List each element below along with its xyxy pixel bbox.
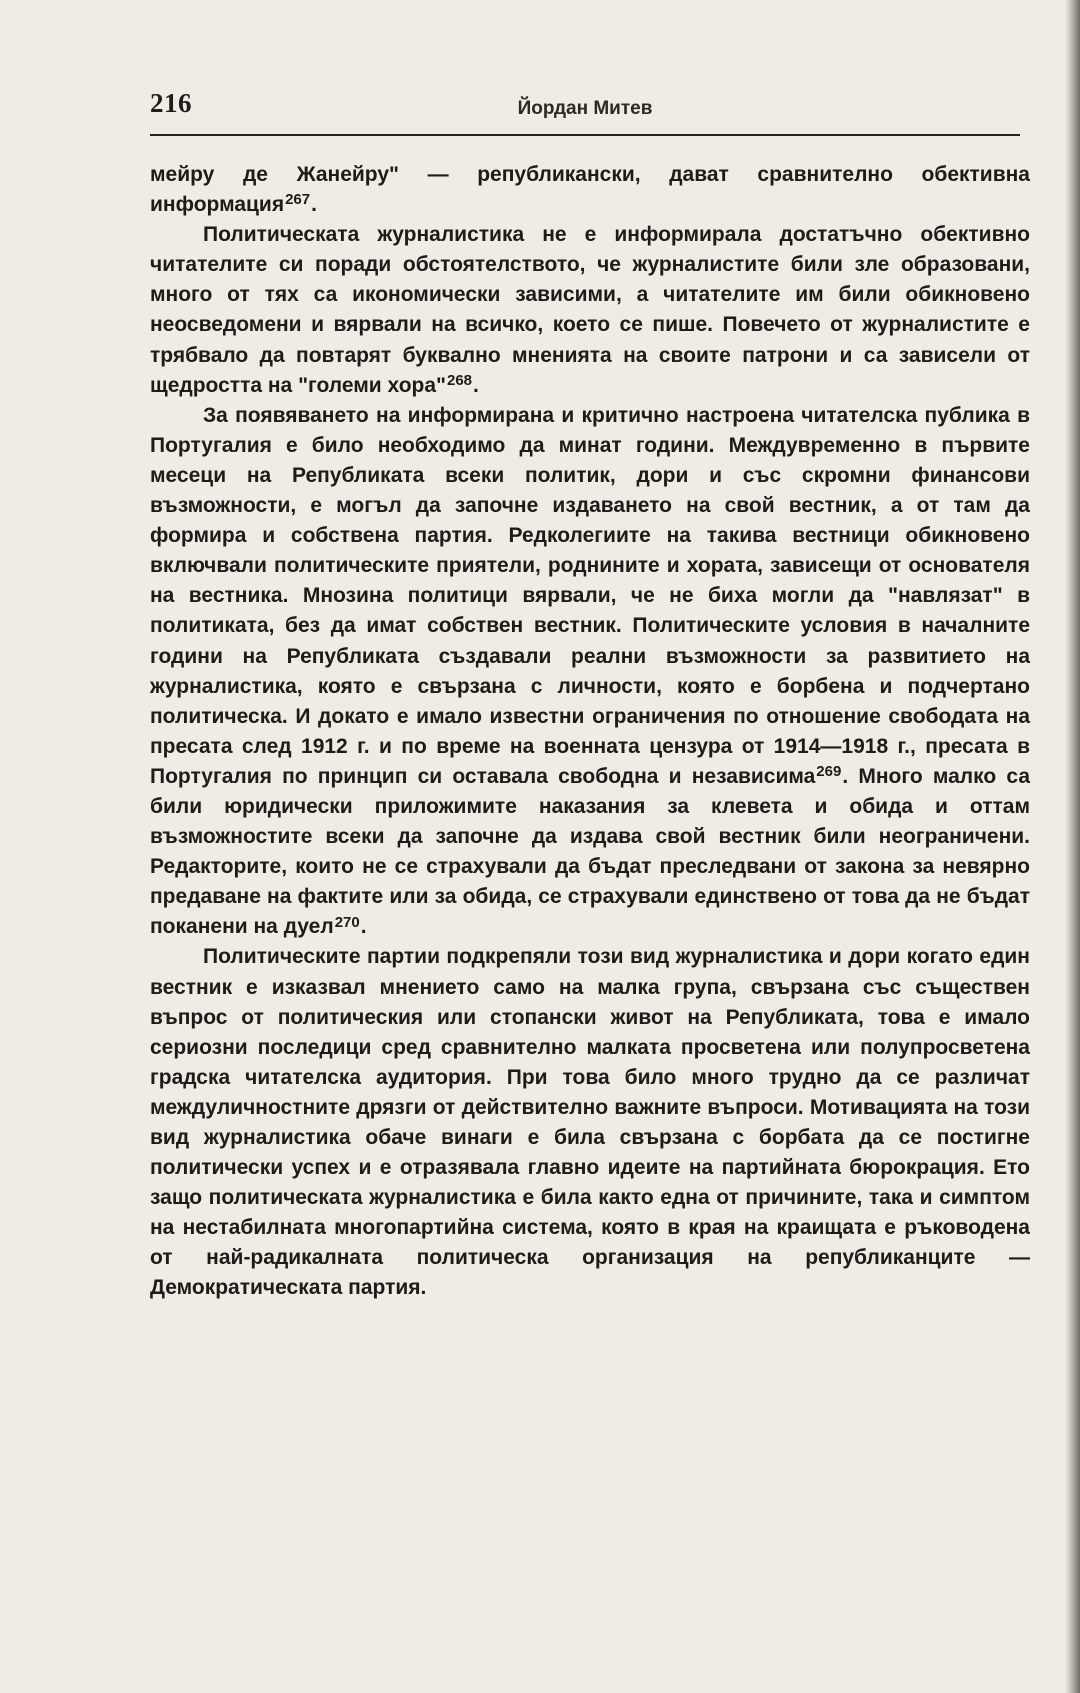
footnote-marker: 267 — [285, 191, 311, 209]
paragraph — [150, 160, 1030, 220]
body-text — [150, 160, 1030, 1304]
running-head — [150, 88, 1020, 134]
footnote-marker: 269 — [816, 763, 842, 781]
header-rule — [150, 134, 1020, 136]
paragraph-text: . — [473, 373, 479, 397]
page-number: 216 — [150, 88, 192, 118]
paragraph-text: . Много малко са били юридически приложимите наказания за клевета и обида и оттам възможностите всеки да започне да издава свой вестник били неограничени. Редакторите, които не се страхували да бъдат преследвани от закона за невярно предаване на фактите или за обида, се страхували единствено от това да не бъдат поканени на дуел — [150, 764, 1030, 939]
footnote-marker: 268 — [447, 371, 473, 389]
paragraph-text: мейру де Жанейру" — републикански, дават сравнително обективна информация — [150, 163, 1030, 217]
paragraph-text: Политическите партии подкрепяли този вид журналистика и дори когато един вестник е изказвал мнението само на малка група, свързана със съществен въпрос от политическия или стопански живот на Републиката, това е имало сериозни последици сред сравнително малката просветена или полупросветена градска читателска аудитория. При това било много трудно да се различат междуличностните дрязги от действително важните въпроси. Мотивацията на този вид журналистика обаче винаги е била свързана с борбата да се постигне политически успех и е отразявала главно идеите на партийната бюрокрация. Ето защо политическата журналистика е била както една от причините, така и симптом на нестабилната многопартийна система, която в края на краищата е ръководена от най-радикалната политическа организация на републиканците — Демократическата партия. — [150, 945, 1030, 1300]
running-title: Йордан Митев — [517, 98, 653, 119]
paragraph-text: . — [360, 915, 367, 939]
paragraph-text: За появяването на информирана и критично настроена читателска публика в Португалия е било необходимо да минат години. Междувременно в първите месеци на Републиката всеки политик, дори и със скромни финансови възможности, е могъл да започне издаването на свой вестник, а от там да формира и собствена партия. Редколегиите на такива вестници обикновено включвали политическите приятели, роднините и хората, зависещи от основателя на вестника. Мнозина политици вярвали, че не биха могли да "навлязат" в политиката, без да имат собствен вестник. Политическите условия в началните години на Републиката създавали реални възможности за развитието на журналистика, която е свързана с личности, която е борбена и подчертано политическа. И докато е имало известни ограничения по отношение свободата на пресата след 1912 г. и по време на военната цензура от 1914—1918 г., пресата в Португалия по принцип си оставала свободна и независима — [150, 403, 1030, 788]
footnote-marker: 270 — [334, 913, 360, 931]
paragraph-text: Политическата журналистика не е информирала достатъчно обективно читателите си поради обстоятелството, че журналистите били зле образовани, много от тях са икономически зависими, а читателите им били обикновено неосведомени и вярвали на всичко, което се пише. Повечето от журналистите е трябвало да повтарят буквално мненията на своите патрони и са зависели от щедростта на "големи хора" — [150, 223, 1030, 397]
book-binding-edge — [1065, 0, 1080, 1693]
paragraph-text: . — [311, 193, 317, 217]
paragraph — [150, 220, 1030, 401]
paragraph — [150, 942, 1030, 1303]
paragraph — [150, 401, 1030, 943]
